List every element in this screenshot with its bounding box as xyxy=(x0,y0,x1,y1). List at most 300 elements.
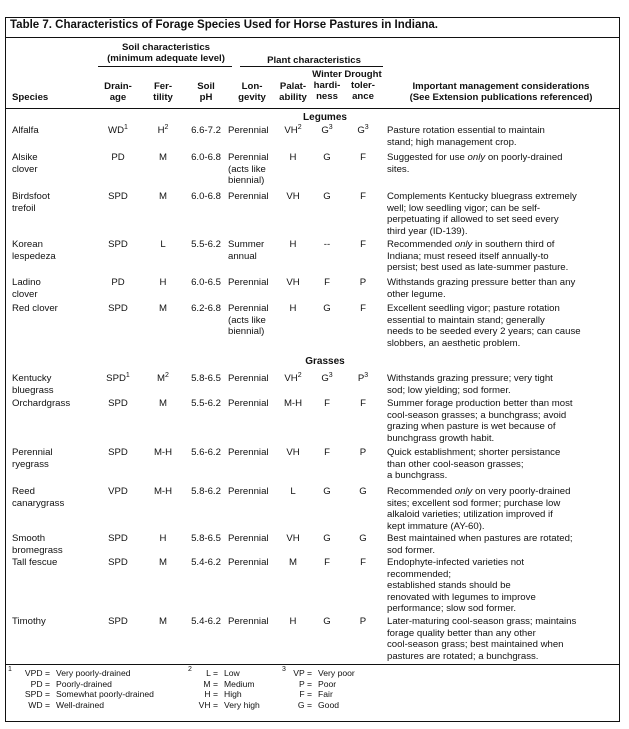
management-line: Suggested for use only on poorly-drained xyxy=(387,152,563,163)
drought-code: F xyxy=(360,398,366,409)
soil-group-underline xyxy=(98,66,232,67)
col-ph-header xyxy=(186,81,226,103)
species-name xyxy=(12,239,56,262)
species-name-line: Red clover xyxy=(12,303,58,314)
legend-description: Medium xyxy=(224,678,255,689)
col-management-header xyxy=(390,81,612,103)
longevity-line: Perennial xyxy=(228,277,269,288)
management-line: persist; best used as late-summer pasture. xyxy=(387,262,569,273)
section-label: Grasses xyxy=(305,356,345,367)
legend-column: 1 VPD = Very poorly-drained PD = Poorly-drained SPD = Somewhat poorly-drained WD = Well-drained xyxy=(8,666,154,710)
palatability-code: H xyxy=(289,152,297,163)
winter-value xyxy=(307,373,347,385)
management-note xyxy=(387,191,613,237)
fertility-code: M xyxy=(159,616,167,627)
drought-line2: toler- xyxy=(351,80,375,91)
winter-value xyxy=(307,447,347,459)
drainage-code: WD xyxy=(108,125,125,136)
longevity-line2: gevity xyxy=(238,92,266,103)
fertility-value xyxy=(143,152,183,164)
species-name-line: Smooth xyxy=(12,533,46,544)
longevity-value xyxy=(228,447,269,459)
management-note xyxy=(387,398,613,444)
drought-code: G xyxy=(359,533,367,544)
species-name-line: canarygrass xyxy=(12,497,65,509)
management-line2: (See Extension publications referenced) xyxy=(409,92,593,103)
management-line: Indiana; must reseed itself annually-to xyxy=(387,250,549,262)
legend-description: Very poorly-drained xyxy=(56,668,131,678)
longevity-line: Perennial xyxy=(228,616,269,627)
drought-code: P xyxy=(359,616,367,627)
management-note xyxy=(387,557,613,615)
footnote-marker: 3 xyxy=(364,124,369,131)
drainage-code: SPD xyxy=(108,239,128,250)
soil-ph-value: 5.5-6.2 xyxy=(191,239,221,250)
fertility-value xyxy=(143,557,183,569)
drainage-value xyxy=(98,533,138,545)
species-name-line: Alfalfa xyxy=(12,125,39,136)
legend-item xyxy=(284,679,355,690)
fertility-value xyxy=(143,125,183,137)
longevity-value xyxy=(228,152,269,187)
longevity-value xyxy=(228,125,269,137)
soil-group-line1: Soil characteristics xyxy=(122,42,210,53)
palatability-code: H xyxy=(289,303,297,314)
section-label: Legumes xyxy=(303,112,347,123)
management-line: renovated with legumes to improve xyxy=(387,591,536,603)
drought-value xyxy=(343,447,383,459)
species-name-line: bromegrass xyxy=(12,544,63,556)
soil-ph-value: 6.0-6.8 xyxy=(191,191,221,202)
longevity-value xyxy=(228,533,269,545)
legend-description: Low xyxy=(224,668,240,678)
header-divider xyxy=(6,108,619,109)
longevity-value xyxy=(228,486,269,498)
soil-ph-value: 5.6-6.2 xyxy=(191,447,221,458)
management-note xyxy=(387,277,613,300)
footnote-marker: 1 xyxy=(125,372,130,379)
drought-code: F xyxy=(360,152,366,163)
species-name xyxy=(12,557,57,569)
fertility-code: M xyxy=(159,398,167,409)
legend-description: Very poor xyxy=(318,668,355,678)
management-line: established stands should be xyxy=(387,580,511,591)
legend-code: VPD = xyxy=(24,668,50,678)
management-line: Summer forage production better than most xyxy=(387,398,573,409)
drainage-value xyxy=(98,191,138,203)
legend-description: Somewhat poorly-drained xyxy=(56,689,154,699)
winter-code: F xyxy=(324,398,330,409)
footnote-marker: 3 xyxy=(364,372,369,379)
management-line: a bunchgrass. xyxy=(387,470,448,481)
drainage-code: SPD xyxy=(108,398,128,409)
legend-item xyxy=(284,668,355,679)
legend-description: Poorly-drained xyxy=(56,678,112,689)
footnote-marker: 3 xyxy=(328,372,333,379)
winter-value xyxy=(307,303,347,315)
fertility-code: M xyxy=(159,191,167,202)
col-fertility-header xyxy=(143,81,183,103)
management-line: Pasture rotation essential to maintain xyxy=(387,125,545,136)
winter-code: G xyxy=(323,303,331,314)
longevity-value xyxy=(228,616,269,628)
longevity-value xyxy=(228,373,269,385)
winter-value xyxy=(307,486,347,498)
management-line: slobbers, an aesthetic problem. xyxy=(387,337,521,349)
drought-value xyxy=(343,616,383,628)
longevity-value xyxy=(228,557,269,569)
management-line: Later-maturing cool-season grass; maintains xyxy=(387,616,577,627)
legend-description: Fair xyxy=(318,689,333,699)
winter-value xyxy=(307,533,347,545)
management-line: Excellent seedling vigor; pasture rotation xyxy=(387,303,560,314)
management-line: Withstands grazing pressure better than any xyxy=(387,277,576,288)
drought-value xyxy=(343,125,383,137)
longevity-line: (acts like xyxy=(228,314,266,326)
species-name xyxy=(12,373,54,396)
management-line: bunchgrass growth habit. xyxy=(387,432,495,444)
fertility-value xyxy=(143,486,183,498)
winter-code: G xyxy=(323,152,331,163)
palatability-code: H xyxy=(289,239,297,250)
fertility-code: M xyxy=(159,303,167,314)
footnote-marker: 3 xyxy=(328,124,333,131)
species-name-line: Timothy xyxy=(12,616,46,627)
species-name-line: Tall fescue xyxy=(12,557,58,568)
management-line: recommended; xyxy=(387,568,451,580)
legend-item xyxy=(190,700,260,711)
drought-value xyxy=(343,533,383,545)
longevity-line: Perennial xyxy=(228,125,269,136)
legend-item xyxy=(190,668,260,679)
management-line: needs to be seeded every 2 years; can cause xyxy=(387,326,581,337)
palatability-code: H xyxy=(289,616,297,627)
management-line: Best maintained when pastures are rotated; xyxy=(387,533,573,544)
drought-code: F xyxy=(360,557,366,568)
management-line: sod former. xyxy=(387,544,435,556)
species-name-line: clover xyxy=(12,163,38,175)
soil-group-line2: (minimum adequate level) xyxy=(107,53,225,64)
soil-ph-value: 5.4-6.2 xyxy=(191,616,221,627)
management-line: sites; excellent sod former; purchase low xyxy=(387,497,561,509)
soil-ph-value: 5.8-6.2 xyxy=(191,486,221,497)
legend-code: P = xyxy=(299,678,312,689)
winter-value xyxy=(307,125,347,137)
legend-item xyxy=(284,689,355,700)
management-note xyxy=(387,152,613,175)
fertility-value xyxy=(143,191,183,203)
drainage-value xyxy=(98,125,138,137)
management-line: Withstands grazing pressure; very tight xyxy=(387,373,553,384)
species-name-line: Kentucky xyxy=(12,373,52,384)
winter-value xyxy=(307,191,347,203)
longevity-line: biennial) xyxy=(228,175,265,186)
drought-code: G xyxy=(357,125,365,136)
legend-item xyxy=(190,689,260,700)
winter-code: G xyxy=(323,486,331,497)
winter-value xyxy=(307,239,347,251)
winter-line1: Winter xyxy=(312,69,342,80)
drainage-value xyxy=(98,373,138,385)
soil-ph-value: 5.8-6.5 xyxy=(191,373,221,384)
management-line1: Important management considerations xyxy=(412,81,590,92)
fertility-code: M xyxy=(159,557,167,568)
soil-ph-value: 5.8-6.5 xyxy=(191,533,221,544)
longevity-value xyxy=(228,398,269,410)
fertility-code: H xyxy=(157,125,165,136)
palatability-code: VH xyxy=(284,373,298,384)
management-note xyxy=(387,486,613,532)
title-divider xyxy=(6,37,619,38)
fertility-code: H xyxy=(159,277,167,288)
management-line: sites. xyxy=(387,163,410,175)
drainage-line1: Drain- xyxy=(104,81,132,92)
drought-value xyxy=(343,152,383,164)
management-note xyxy=(387,303,613,349)
fertility-value xyxy=(143,398,183,410)
drainage-code: PD xyxy=(111,152,125,163)
soil-ph-value: 6.6-7.2 xyxy=(191,125,221,136)
longevity-value xyxy=(228,239,264,262)
col-drought-header xyxy=(341,69,385,102)
management-line: grazing when pasture is wet because of xyxy=(387,421,556,432)
col-longevity-header xyxy=(229,81,275,103)
management-line: pastures are rotated; a bunchgrass. xyxy=(387,650,539,662)
species-name-line: Alsike xyxy=(12,152,38,163)
longevity-line: Perennial xyxy=(228,373,269,384)
drainage-code: SPD xyxy=(108,533,128,544)
longevity-line: Perennial xyxy=(228,486,269,497)
fertility-value xyxy=(143,616,183,628)
winter-value xyxy=(307,152,347,164)
footnote-marker: 2 xyxy=(164,124,169,131)
drought-code: F xyxy=(360,191,366,202)
col-species-header: Species xyxy=(12,92,49,103)
footnote-marker: 2 xyxy=(297,372,302,379)
management-note xyxy=(387,447,613,482)
management-note xyxy=(387,239,613,274)
management-line: kept immature (AY-60). xyxy=(387,520,485,532)
species-name-line: bluegrass xyxy=(12,384,54,396)
footnote-marker: 2 xyxy=(297,124,302,131)
winter-code: F xyxy=(324,447,330,458)
drought-value xyxy=(343,191,383,203)
fertility-line1: Fer- xyxy=(153,81,173,92)
soil-group-header xyxy=(96,42,236,64)
species-name xyxy=(12,125,39,137)
legend-code: VP = xyxy=(293,668,312,678)
management-line: Complements Kentucky bluegrass extremely xyxy=(387,191,577,202)
drought-code: F xyxy=(360,303,366,314)
legend-column: 2 L = Low M = Medium H = High VH = Very high xyxy=(188,666,260,710)
soil-ph-value: 6.0-6.8 xyxy=(191,152,221,163)
species-name xyxy=(12,486,64,509)
legend-description: Well-drained xyxy=(56,699,105,710)
longevity-line: Perennial xyxy=(228,557,269,568)
management-line: Recommended only in southern third of xyxy=(387,239,555,250)
col-drainage-header xyxy=(98,81,138,103)
ph-line2: pH xyxy=(199,92,213,103)
fertility-line2: tility xyxy=(153,92,173,103)
drainage-value xyxy=(98,239,138,251)
legend-item xyxy=(10,689,154,700)
legend-code: WD = xyxy=(28,699,50,710)
legend-code: H = xyxy=(204,689,218,699)
winter-code: G xyxy=(323,191,331,202)
winter-code: F xyxy=(324,277,330,288)
longevity-line: Perennial xyxy=(228,533,269,544)
fertility-value xyxy=(143,447,183,459)
management-line: well; low seedling vigor; can be self- xyxy=(387,202,541,214)
drought-code: F xyxy=(360,239,366,250)
fertility-code: M-H xyxy=(153,486,173,497)
legend-description: Good xyxy=(318,699,340,710)
species-name xyxy=(12,616,46,628)
legend-code: SPD = xyxy=(24,689,50,699)
drainage-value xyxy=(98,486,138,498)
drought-code: P xyxy=(359,277,367,288)
palatability-code: VH xyxy=(286,447,300,458)
drainage-value xyxy=(98,152,138,164)
species-name-line: Korean xyxy=(12,239,43,250)
species-name xyxy=(12,277,41,300)
drought-code: P xyxy=(357,373,365,384)
winter-value xyxy=(307,398,347,410)
winter-value xyxy=(307,277,347,289)
palatability-code: M-H xyxy=(283,398,303,409)
winter-value xyxy=(307,557,347,569)
winter-code: -- xyxy=(323,239,331,250)
palatability-line2: ability xyxy=(279,92,307,103)
winter-code: G xyxy=(321,125,329,136)
legend-item xyxy=(190,679,260,690)
legend-code: G = xyxy=(297,699,312,710)
drought-value xyxy=(343,373,383,385)
species-name-line: Birdsfoot xyxy=(12,191,50,202)
winter-code: G xyxy=(323,533,331,544)
legend-description: High xyxy=(224,689,242,699)
drainage-value xyxy=(98,277,138,289)
species-name xyxy=(12,303,58,315)
plant-group-underline xyxy=(240,66,383,67)
drought-value xyxy=(343,303,383,315)
longevity-line: Perennial xyxy=(228,303,269,314)
management-line: than other cool-season grasses; xyxy=(387,458,524,470)
drainage-value xyxy=(98,303,138,315)
management-note xyxy=(387,125,613,148)
management-line: Recommended only on very poorly-drained xyxy=(387,486,571,497)
species-name-line: Orchardgrass xyxy=(12,398,71,409)
table-title: Table 7. Characteristics of Forage Species Used for Horse Pastures in Indiana. xyxy=(10,19,438,31)
soil-ph-value: 6.2-6.8 xyxy=(191,303,221,314)
ph-line1: Soil xyxy=(197,81,215,92)
species-name-line: trefoil xyxy=(12,202,36,214)
management-line: stand; high management crop. xyxy=(387,136,517,148)
palatability-code: L xyxy=(290,486,296,497)
longevity-line: (acts like xyxy=(228,163,266,175)
management-note xyxy=(387,373,613,396)
soil-ph-value: 6.0-6.5 xyxy=(191,277,221,288)
winter-code: G xyxy=(323,616,331,627)
legend-description: Very high xyxy=(224,699,260,710)
management-line: cool-season grass; best maintained when xyxy=(387,639,564,650)
legend-column: 3 VP = Very poor P = Poor F = Fair G = Good xyxy=(282,666,355,710)
management-line: sod; low yielding; sod former. xyxy=(387,384,511,396)
palatability-code: VH xyxy=(286,277,300,288)
species-name-line: lespedeza xyxy=(12,250,56,262)
drought-value xyxy=(343,398,383,410)
drainage-code: SPD xyxy=(108,616,128,627)
drainage-code: SPD xyxy=(106,373,126,384)
management-note xyxy=(387,533,613,556)
species-name xyxy=(12,533,63,556)
drainage-code: SPD xyxy=(108,303,128,314)
winter-code: G xyxy=(321,373,329,384)
fertility-code: M-H xyxy=(153,447,173,458)
drought-code: P xyxy=(359,447,367,458)
management-line: Quick establishment; shorter persistance xyxy=(387,447,561,458)
longevity-line: annual xyxy=(228,250,257,262)
fertility-value xyxy=(143,277,183,289)
species-name-line: ryegrass xyxy=(12,458,49,470)
fertility-code: M xyxy=(159,152,167,163)
management-line: essential to maintain stand; generally xyxy=(387,314,545,326)
species-name xyxy=(12,191,50,214)
species-name-line: Ladino xyxy=(12,277,41,288)
footer-divider xyxy=(6,664,619,665)
palatability-code: M xyxy=(289,557,297,568)
species-name xyxy=(12,447,53,470)
drought-value xyxy=(343,557,383,569)
management-line: forage quality better than any other xyxy=(387,627,536,639)
drainage-value xyxy=(98,398,138,410)
palatability-code: VH xyxy=(286,533,300,544)
management-line: cool-season grasses; a bunchgrass; avoid xyxy=(387,409,567,421)
longevity-line: Perennial xyxy=(228,191,269,202)
drainage-code: SPD xyxy=(108,191,128,202)
longevity-value xyxy=(228,303,269,338)
species-name-line: Reed xyxy=(12,486,35,497)
legend-code: M = xyxy=(203,678,218,689)
fertility-value xyxy=(143,533,183,545)
drainage-code: SPD xyxy=(108,557,128,568)
soil-ph-value: 5.5-6.2 xyxy=(191,398,221,409)
drainage-value xyxy=(98,557,138,569)
palatability-line1: Palat- xyxy=(279,81,307,92)
species-name-line: clover xyxy=(12,288,38,300)
drought-value xyxy=(343,486,383,498)
winter-value xyxy=(307,616,347,628)
legend-item xyxy=(10,679,154,690)
legend-item xyxy=(10,700,154,711)
longevity-line: Summer xyxy=(228,239,265,250)
drought-value xyxy=(343,277,383,289)
palatability-code: VH xyxy=(284,125,298,136)
management-line: third year (ID-139). xyxy=(387,225,468,237)
drainage-line2: age xyxy=(109,92,127,103)
palatability-code: VH xyxy=(286,191,300,202)
legend-code: PD = xyxy=(30,678,50,689)
soil-ph-value: 5.4-6.2 xyxy=(191,557,221,568)
fertility-value xyxy=(143,239,183,251)
longevity-line: biennial) xyxy=(228,326,265,337)
legend-item xyxy=(10,668,154,679)
legend-item xyxy=(284,700,355,711)
longevity-line: Perennial xyxy=(228,398,269,409)
legend-code: F = xyxy=(299,689,312,699)
fertility-value xyxy=(143,373,183,385)
drought-value xyxy=(343,239,383,251)
